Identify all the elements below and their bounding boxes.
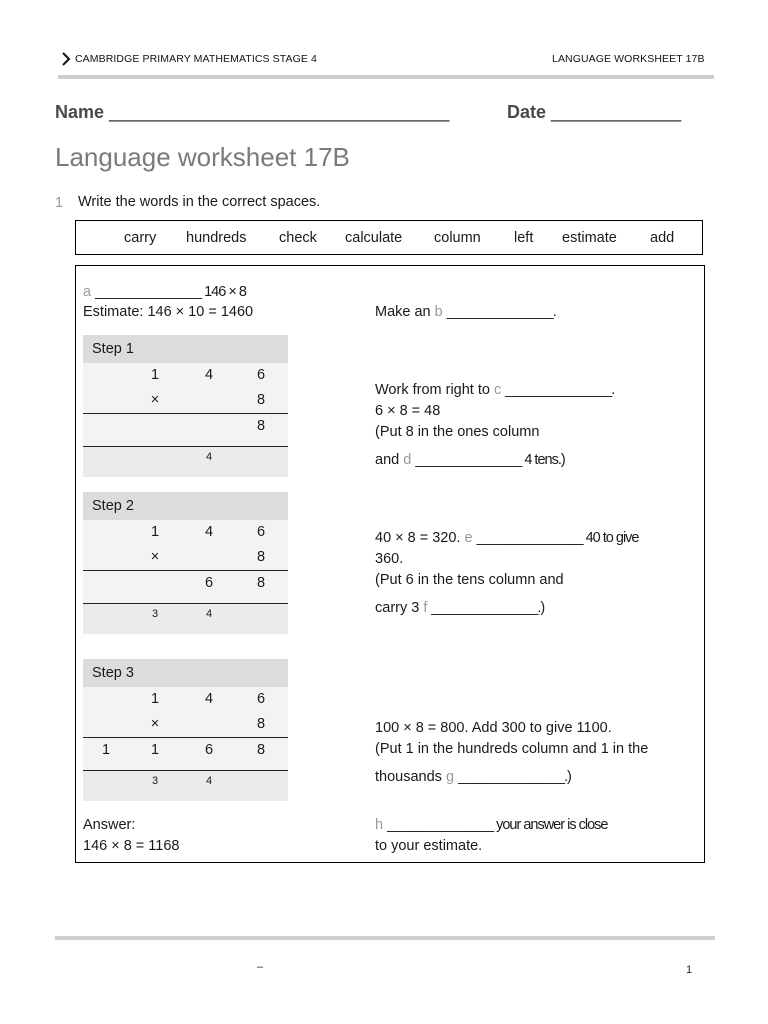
blank-f[interactable]: _______________.)	[431, 600, 545, 616]
step-2-row-multiplicand	[83, 520, 288, 545]
word-left: left	[514, 230, 534, 246]
item-c-text: Work from right to	[375, 382, 490, 398]
blank-e[interactable]: _______________ 40 to give	[476, 530, 639, 546]
item-f-text: carry 3	[375, 600, 420, 616]
carry-digit: 3	[151, 775, 159, 787]
letter-c: c	[493, 382, 502, 398]
digit: 4	[204, 691, 214, 707]
word-calculate: calculate	[345, 230, 403, 246]
letter-b: b	[434, 304, 443, 320]
item-b-text: Make an	[375, 304, 431, 320]
item-e	[375, 528, 638, 548]
item-g-text: thousands	[375, 769, 442, 785]
date-label: Date	[507, 102, 547, 122]
step-3-row-result	[83, 737, 288, 771]
digit: 1	[101, 742, 111, 758]
question-number: 1	[55, 195, 64, 211]
times-sign: ×	[150, 392, 160, 408]
date-field[interactable]: _____________	[551, 102, 682, 122]
digit: 8	[256, 716, 266, 732]
step-2-row-carry	[83, 604, 288, 634]
blank-g[interactable]: _______________.)	[458, 769, 571, 785]
header-series: CAMBRIDGE PRIMARY MATHEMATICS STAGE 4	[75, 53, 317, 65]
word-check: check	[279, 230, 317, 246]
step-1-row-result	[83, 413, 288, 447]
item-d-text: and	[375, 452, 400, 468]
word-carry: carry	[124, 230, 157, 246]
digit: 1	[150, 367, 160, 383]
digit: 1	[150, 691, 160, 707]
digit: 1	[150, 742, 160, 758]
item-e-text: 40 × 8 = 320.	[375, 530, 461, 546]
item-h	[375, 815, 607, 835]
estimate-line: Estimate: 146 × 10 = 1460	[83, 304, 254, 320]
word-bank	[75, 220, 703, 255]
step-2-row-multiplier	[83, 545, 288, 570]
step-1-row-carry	[83, 447, 288, 477]
step1-calc: 6 × 8 = 48	[375, 403, 441, 419]
footer-rule	[55, 936, 715, 940]
step3-note: (Put 1 in the hundreds column and 1 in the	[375, 741, 649, 757]
step-1-table	[83, 335, 288, 477]
carry-digit: 4	[205, 451, 213, 463]
blank-d[interactable]: _______________ 4 tens.)	[415, 452, 565, 468]
step3-calc: 100 × 8 = 800. Add 300 to give 1100.	[375, 720, 612, 736]
name-field[interactable]: __________________________________	[109, 102, 450, 122]
word-add: add	[650, 230, 675, 246]
blank-c[interactable]: _______________.	[505, 382, 615, 398]
item-a	[83, 282, 246, 302]
letter-a: a	[83, 284, 92, 300]
digit: 6	[204, 742, 214, 758]
word-estimate: estimate	[562, 230, 617, 246]
page-number: 1	[686, 964, 693, 976]
times-sign: ×	[150, 549, 160, 565]
step-3-label: Step 3	[83, 659, 288, 687]
date-row	[507, 102, 681, 123]
step-1-label: Step 1	[83, 335, 288, 363]
carry-digit: 3	[151, 608, 159, 620]
word-column: column	[434, 230, 481, 246]
answer-value: 146 × 8 = 1168	[83, 838, 180, 854]
item-h-line2: to your estimate.	[375, 838, 483, 854]
header-worksheet: LANGUAGE WORKSHEET 17B	[552, 53, 705, 65]
digit: 8	[256, 418, 266, 434]
times-sign: ×	[150, 716, 160, 732]
step-3-table	[83, 659, 288, 801]
digit: 8	[256, 549, 266, 565]
item-d	[375, 450, 565, 470]
step-3-row-multiplier	[83, 712, 288, 737]
digit: 8	[256, 392, 266, 408]
answer-label: Answer:	[83, 817, 136, 833]
letter-h: h	[375, 817, 384, 833]
step2-result: 360.	[375, 551, 404, 567]
step-3-row-carry	[83, 771, 288, 801]
digit: 8	[256, 575, 266, 591]
header-rule	[58, 75, 714, 79]
item-f	[375, 598, 544, 618]
word-hundreds: hundreds	[186, 230, 247, 246]
digit: 1	[150, 524, 160, 540]
digit: 8	[256, 742, 266, 758]
digit: 4	[204, 524, 214, 540]
blank-a[interactable]: _______________ 146 × 8	[95, 284, 246, 300]
step-1-row-multiplicand	[83, 363, 288, 388]
step2-note: (Put 6 in the tens column and	[375, 572, 564, 588]
chevron-right-icon	[60, 52, 72, 66]
carry-digit: 4	[205, 775, 213, 787]
item-c	[375, 380, 614, 400]
page-title: Language worksheet 17B	[55, 142, 350, 172]
item-b	[375, 302, 556, 322]
digit: 4	[204, 367, 214, 383]
step-1-row-multiplier	[83, 388, 288, 413]
blank-b[interactable]: _______________.	[446, 304, 556, 320]
digit: 6	[256, 524, 266, 540]
letter-g: g	[445, 769, 455, 785]
letter-d: d	[403, 452, 412, 468]
step-2-label: Step 2	[83, 492, 288, 520]
footer-dash: –	[257, 961, 264, 973]
step-2-table	[83, 492, 288, 634]
carry-digit: 4	[205, 608, 213, 620]
digit: 6	[204, 575, 214, 591]
item-g	[375, 767, 571, 787]
name-label: Name	[55, 102, 105, 122]
letter-e: e	[464, 530, 473, 546]
question-text: Write the words in the correct spaces.	[78, 194, 321, 210]
letter-f: f	[423, 600, 428, 616]
digit: 6	[256, 367, 266, 383]
digit: 6	[256, 691, 266, 707]
name-row	[55, 102, 449, 123]
step1-note: (Put 8 in the ones column	[375, 424, 540, 440]
blank-h[interactable]: _______________ your answer is close	[387, 817, 608, 833]
step-2-row-result	[83, 570, 288, 604]
step-3-row-multiplicand	[83, 687, 288, 712]
